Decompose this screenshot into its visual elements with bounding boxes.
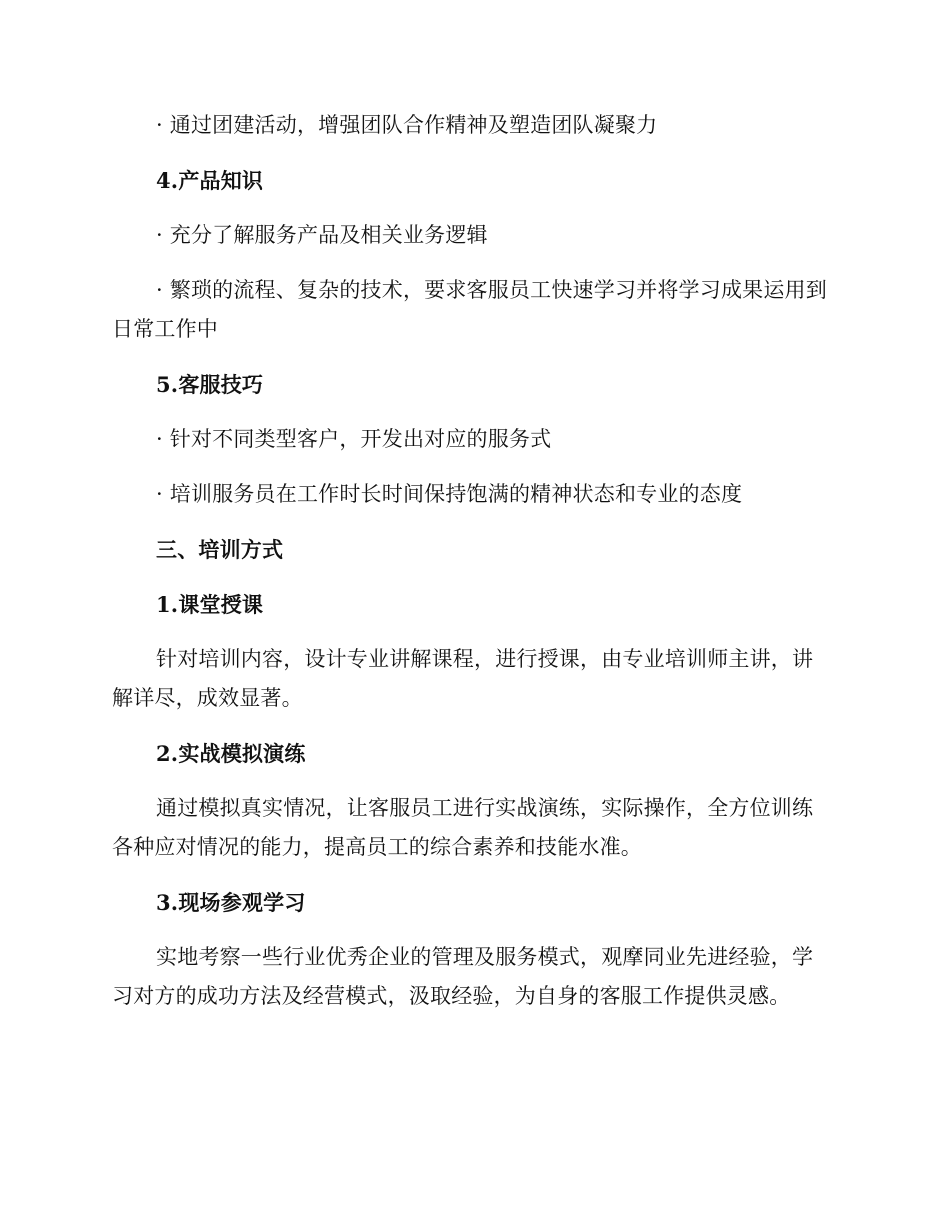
bullet-teambuilding: · 通过团建活动，增强团队合作精神及塑造团队凝聚力 <box>156 113 658 137</box>
bullet-customer-types: · 针对不同类型客户，开发出对应的服务式 <box>156 427 552 451</box>
paragraph-simulation: 通过模拟真实情况，让客服员工进行实战演练，实际操作，全方位训练各种应对情况的能力，提高员工的综合素养和技能水准。 <box>112 796 814 859</box>
heading-simulation: 2.实战模拟演练 <box>156 741 306 766</box>
paragraph-classroom: 针对培训内容，设计专业讲解课程，进行授课，由专业培训师主讲，讲解详尽，成效显著。 <box>112 647 814 710</box>
paragraph-site-visit: 实地考察一些行业优秀企业的管理及服务模式，观摩同业先进经验，学习对方的成功方法及经营模式，汲取经验，为自身的客服工作提供灵感。 <box>112 945 814 1008</box>
heading-site-visit: 3.现场参观学习 <box>156 890 306 915</box>
heading-product-knowledge: 4.产品知识 <box>156 168 264 193</box>
bullet-attitude: · 培训服务员在工作时长时间保持饱满的精神状态和专业的态度 <box>156 482 743 506</box>
bullet-complex-processes: · 繁琐的流程、复杂的技术，要求客服员工快速学习并将学习成果运用到日常工作中 <box>112 278 827 341</box>
bullet-understand-products: · 充分了解服务产品及相关业务逻辑 <box>156 223 488 247</box>
heading-classroom: 1.课堂授课 <box>156 592 264 617</box>
heading-service-skills: 5.客服技巧 <box>156 372 264 397</box>
heading-training-methods: 三、培训方式 <box>156 537 284 562</box>
